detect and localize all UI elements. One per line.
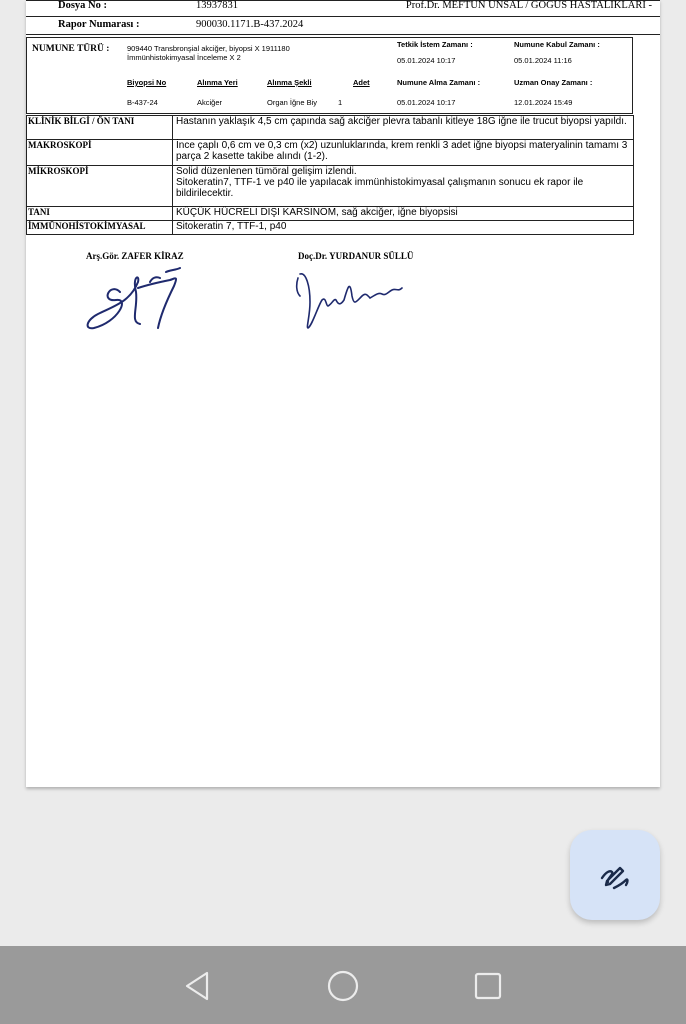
table-row — [27, 207, 634, 221]
back-button[interactable] — [177, 966, 217, 1006]
edit-fab-button[interactable] — [570, 830, 660, 920]
numune-line1: 909440 Transbronşial akciğer, biyopsi X 1911180 — [127, 44, 290, 53]
numune-label: NUMUNE TÜRÜ : — [32, 44, 110, 54]
recents-square-icon — [473, 971, 503, 1001]
col-biyopsi: Biyopsi No — [127, 78, 167, 87]
signature-right-image — [292, 266, 416, 336]
immuno-value: Sitokeratin 7, TTF-1, p40 — [173, 221, 634, 235]
back-triangle-icon — [182, 970, 212, 1002]
numune-line2: İmmünhistokimyasal İnceleme X 2 — [127, 53, 241, 62]
alma-label: Numune Alma Zamanı : — [397, 78, 481, 87]
makro-value: İnce çaplı 0,6 cm ve 0,3 cm (x2) uzunluklarında, krem renkli 3 adet iğne biyopsi materyalinin tamamı 3 parça 2 kasette takibe alındı (1-2). — [173, 140, 634, 166]
mikro-label: MİKROSKOPİ — [27, 166, 173, 207]
table-row — [27, 140, 634, 166]
tani-label: TANI — [27, 207, 173, 221]
tetkik-label: Tetkik İstem Zamanı : — [397, 40, 473, 49]
col-adet: Adet — [353, 78, 370, 87]
edit-pen-icon — [598, 858, 632, 892]
department-text: Prof.Dr. MEFTUN ÜNSAL / GÖĞÜS HASTALIKLARI - — [405, 0, 652, 11]
header-row-rapor — [26, 19, 660, 35]
sample-info-box — [26, 37, 633, 114]
klinik-label: KLİNİK BİLGİ / ÖN TANI — [27, 116, 173, 140]
signer-left-name: Arş.Gör. ZAFER KİRAZ — [86, 251, 184, 261]
report-table — [26, 115, 634, 235]
rapor-value: 900030.1171.B-437.2024 — [196, 19, 304, 30]
table-row — [27, 116, 634, 140]
row-adet: 1 — [338, 98, 343, 107]
kabul-label: Numune Kabul Zamanı : — [514, 40, 600, 49]
onay-label: Uzman Onay Zamanı : — [514, 78, 593, 87]
row-alinma-yeri: Akciğer — [197, 98, 223, 107]
table-row — [27, 221, 634, 235]
row-biyopsi: B-437-24 — [127, 98, 158, 107]
dosya-value: 13937831 — [196, 0, 238, 11]
col-alinma-sekli: Alınma Şekli — [267, 78, 312, 87]
klinik-value: Hastanın yaklaşık 4,5 cm çapında sağ akciğer plevra tabanlı kitleye 18G iğne ile trucut biyopsi yapıldı. — [173, 116, 634, 140]
header-divider — [26, 16, 660, 17]
immuno-label: İMMÜNOHİSTOKİMYASAL — [27, 221, 173, 235]
row-alinma-sekli: Organ İğne Biy — [267, 98, 318, 107]
header-row-dosya — [26, 0, 660, 16]
alma-value: 05.01.2024 10:17 — [397, 98, 456, 107]
home-button[interactable] — [323, 966, 363, 1006]
recents-button[interactable] — [468, 966, 508, 1006]
mikro-line2: Sitokeratin7, TTF-1 ve p40 ile yapılacak immünhistokimyasal çalışmanın sonucu ek rapor ile bildirilecektir. — [176, 177, 584, 199]
mikro-value — [173, 166, 634, 207]
table-row — [27, 166, 634, 207]
tani-value: KÜÇÜK HÜCRELİ DIŞI KARSİNOM, sağ akciğer, iğne biyopsisi — [173, 207, 634, 221]
signature-left-image — [80, 262, 200, 338]
rapor-label: Rapor Numarası : — [58, 19, 140, 30]
signer-right-name: Doç.Dr. YURDANUR SÜLLÜ — [298, 251, 414, 261]
makro-label: MAKROSKOPİ — [27, 140, 173, 166]
home-circle-icon — [326, 969, 360, 1003]
system-navigation-bar — [0, 946, 686, 1024]
header-bottom-border — [26, 34, 660, 35]
kabul-value: 05.01.2024 11:16 — [514, 56, 572, 65]
dosya-label: Dosya No : — [58, 0, 107, 11]
tetkik-value: 05.01.2024 10:17 — [397, 56, 456, 65]
mikro-line1: Solid düzenlenen tümöral gelişim izlendi. — [176, 166, 357, 177]
col-alinma-yeri: Alınma Yeri — [197, 78, 238, 87]
onay-value: 12.01.2024 15:49 — [514, 98, 573, 107]
